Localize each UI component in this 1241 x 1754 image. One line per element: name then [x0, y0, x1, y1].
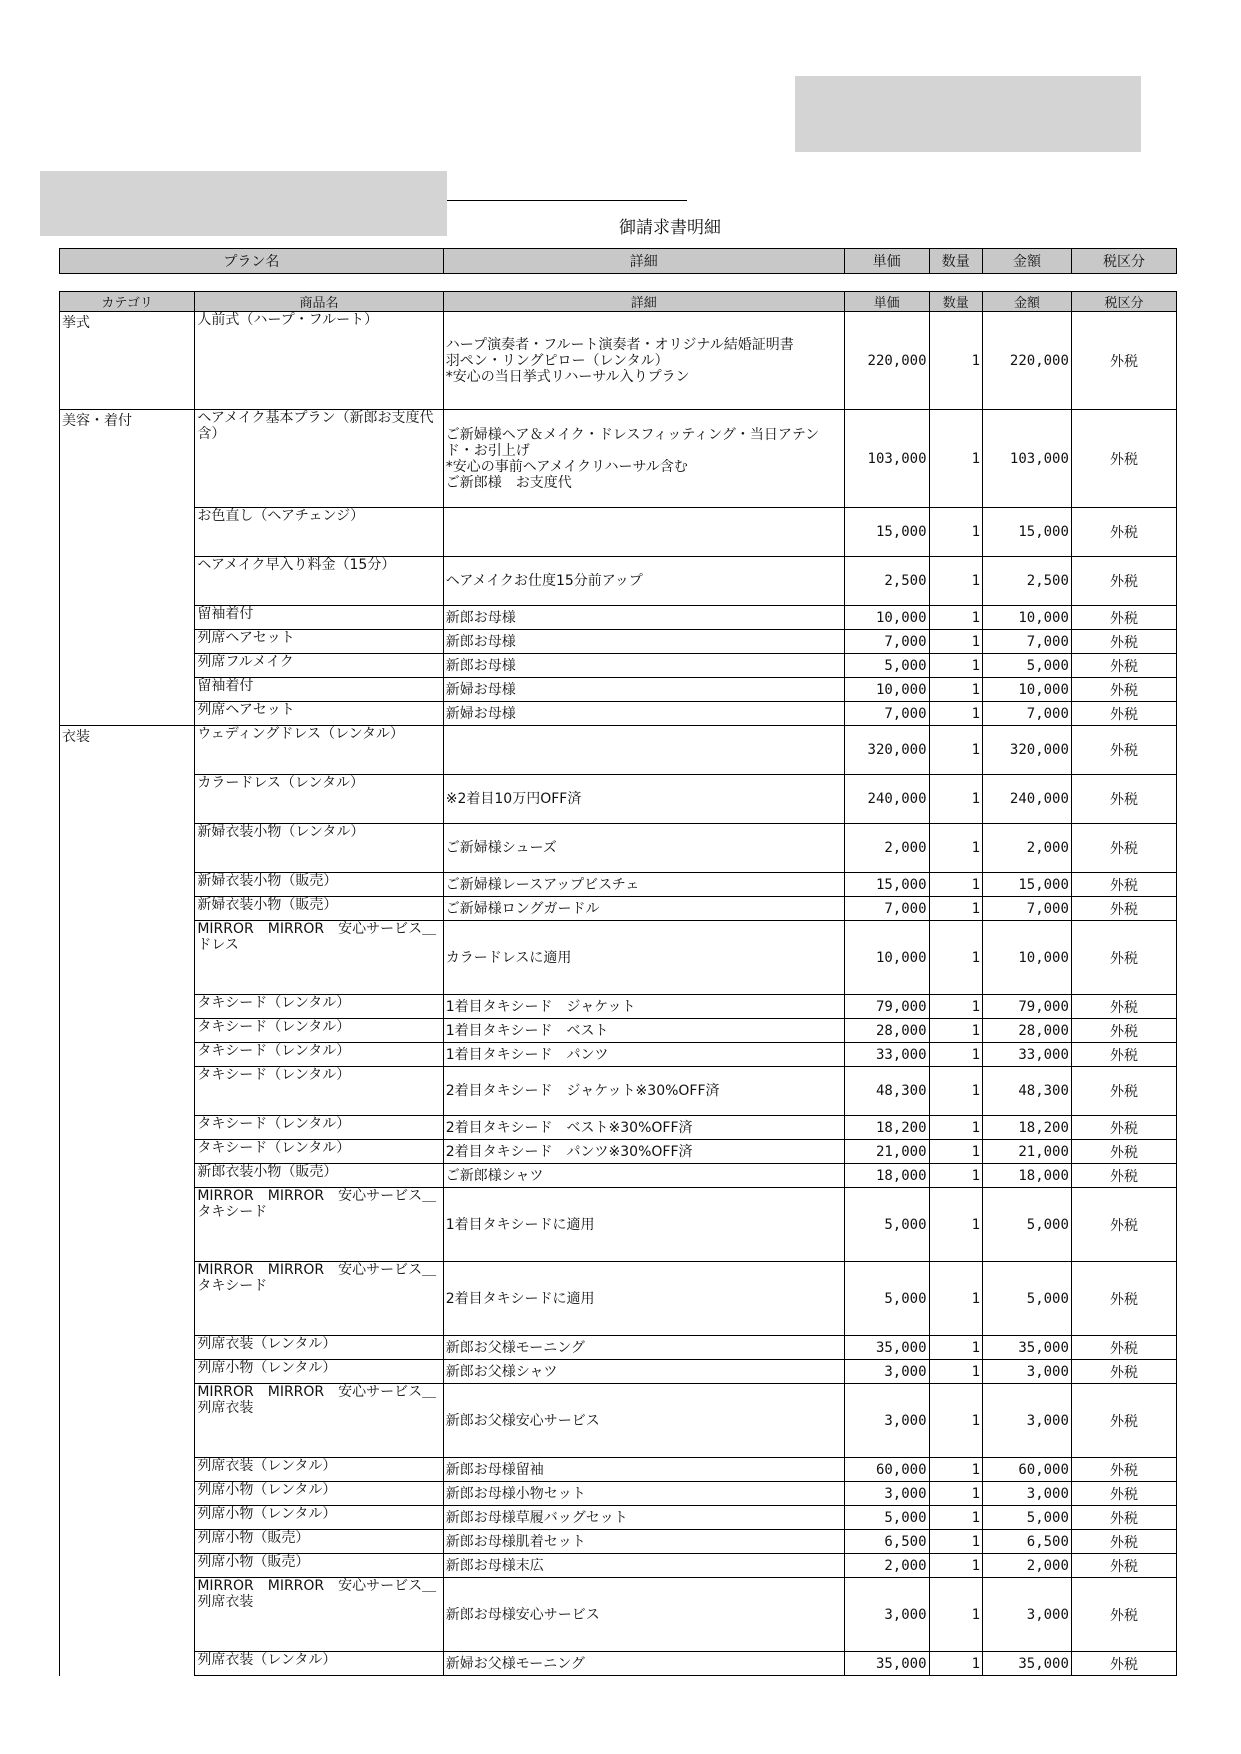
unit-price-cell: 60,000 — [844, 1458, 929, 1482]
detail-cell: ヘアメイクお仕度15分前アップ — [443, 557, 844, 606]
detail-header-tax: 税区分 — [1071, 292, 1176, 312]
amount-cell: 2,000 — [983, 824, 1072, 873]
amount-cell: 35,000 — [983, 1652, 1072, 1676]
unit-price-cell: 220,000 — [844, 312, 929, 410]
redacted-block-top — [795, 76, 1141, 152]
table-row — [60, 654, 1177, 678]
table-row — [60, 1578, 1177, 1652]
quantity-cell: 1 — [929, 1482, 983, 1506]
amount-cell: 6,500 — [983, 1530, 1072, 1554]
amount-cell: 15,000 — [983, 873, 1072, 897]
table-row — [60, 312, 1177, 410]
item-name-cell: タキシード（レンタル） — [195, 1067, 443, 1116]
table-row — [60, 1188, 1177, 1262]
tax-type-cell: 外税 — [1071, 1384, 1176, 1458]
detail-cell: 新郎お母様肌着セット — [443, 1530, 844, 1554]
category-cell — [60, 606, 195, 630]
item-name-cell: 列席小物（レンタル） — [195, 1360, 443, 1384]
item-name-cell: 人前式（ハープ・フルート） — [195, 312, 443, 410]
table-row — [60, 1506, 1177, 1530]
unit-price-cell: 10,000 — [844, 678, 929, 702]
item-name-cell: 留袖着付 — [195, 678, 443, 702]
amount-cell: 3,000 — [983, 1384, 1072, 1458]
unit-price-cell: 35,000 — [844, 1652, 929, 1676]
category-cell — [60, 1336, 195, 1360]
tax-type-cell: 外税 — [1071, 1043, 1176, 1067]
quantity-cell: 1 — [929, 557, 983, 606]
quantity-cell: 1 — [929, 1188, 983, 1262]
unit-price-cell: 3,000 — [844, 1482, 929, 1506]
category-cell — [60, 1384, 195, 1458]
quantity-cell: 1 — [929, 1164, 983, 1188]
detail-cell — [443, 726, 844, 775]
table-row — [60, 824, 1177, 873]
detail-header-category: カテゴリ — [60, 292, 195, 312]
item-name-cell: ヘアメイク基本プラン（新郎お支度代含） — [195, 410, 443, 508]
unit-price-cell: 79,000 — [844, 995, 929, 1019]
unit-price-cell: 7,000 — [844, 897, 929, 921]
amount-cell: 320,000 — [983, 726, 1072, 775]
detail-table — [59, 291, 1177, 1676]
detail-header-row — [60, 292, 1177, 312]
item-name-cell: 列席衣装（レンタル） — [195, 1652, 443, 1676]
quantity-cell: 1 — [929, 824, 983, 873]
category-cell — [60, 1652, 195, 1676]
quantity-cell: 1 — [929, 1530, 983, 1554]
quantity-cell: 1 — [929, 873, 983, 897]
amount-cell: 7,000 — [983, 702, 1072, 726]
plan-header-plan-name: プラン名 — [60, 249, 444, 274]
table-row — [60, 995, 1177, 1019]
detail-cell: 新婦お母様 — [443, 678, 844, 702]
unit-price-cell: 240,000 — [844, 775, 929, 824]
table-row — [60, 921, 1177, 995]
amount-cell: 48,300 — [983, 1067, 1072, 1116]
category-cell — [60, 921, 195, 995]
quantity-cell: 1 — [929, 1458, 983, 1482]
quantity-cell: 1 — [929, 1262, 983, 1336]
item-name-cell: タキシード（レンタル） — [195, 1019, 443, 1043]
tax-type-cell: 外税 — [1071, 654, 1176, 678]
detail-cell: 2着目タキシード パンツ※30%OFF済 — [443, 1140, 844, 1164]
quantity-cell: 1 — [929, 775, 983, 824]
detail-cell — [443, 508, 844, 557]
tax-type-cell: 外税 — [1071, 702, 1176, 726]
detail-cell: 新郎お母様安心サービス — [443, 1578, 844, 1652]
detail-cell: 新郎お母様小物セット — [443, 1482, 844, 1506]
tax-type-cell: 外税 — [1071, 606, 1176, 630]
redacted-block-recipient — [40, 171, 447, 236]
unit-price-cell: 3,000 — [844, 1578, 929, 1652]
quantity-cell: 1 — [929, 921, 983, 995]
category-cell — [60, 1019, 195, 1043]
item-name-cell: お色直し（ヘアチェンジ） — [195, 508, 443, 557]
title-underline — [447, 200, 687, 201]
unit-price-cell: 5,000 — [844, 1506, 929, 1530]
amount-cell: 103,000 — [983, 410, 1072, 508]
category-cell — [60, 1530, 195, 1554]
amount-cell: 220,000 — [983, 312, 1072, 410]
category-cell — [60, 1458, 195, 1482]
quantity-cell: 1 — [929, 1067, 983, 1116]
table-row — [60, 678, 1177, 702]
unit-price-cell: 33,000 — [844, 1043, 929, 1067]
category-cell: 美容・着付 — [60, 410, 195, 508]
quantity-cell: 1 — [929, 702, 983, 726]
detail-header-amount: 金額 — [983, 292, 1072, 312]
item-name-cell: 列席衣装（レンタル） — [195, 1336, 443, 1360]
table-row — [60, 630, 1177, 654]
category-cell — [60, 654, 195, 678]
table-row — [60, 1116, 1177, 1140]
quantity-cell: 1 — [929, 508, 983, 557]
plan-header-row — [60, 249, 1177, 274]
amount-cell: 7,000 — [983, 630, 1072, 654]
tax-type-cell: 外税 — [1071, 678, 1176, 702]
amount-cell: 79,000 — [983, 995, 1072, 1019]
amount-cell: 7,000 — [983, 897, 1072, 921]
quantity-cell: 1 — [929, 678, 983, 702]
amount-cell: 5,000 — [983, 1188, 1072, 1262]
tax-type-cell: 外税 — [1071, 1262, 1176, 1336]
plan-table — [59, 248, 1177, 274]
category-cell — [60, 508, 195, 557]
amount-cell: 3,000 — [983, 1578, 1072, 1652]
item-name-cell: 新婦衣装小物（販売） — [195, 873, 443, 897]
plan-header-amount: 金額 — [983, 249, 1072, 274]
table-row — [60, 1164, 1177, 1188]
quantity-cell: 1 — [929, 1043, 983, 1067]
amount-cell: 10,000 — [983, 606, 1072, 630]
item-name-cell: 列席小物（販売） — [195, 1554, 443, 1578]
plan-header-detail: 詳細 — [443, 249, 844, 274]
tax-type-cell: 外税 — [1071, 1554, 1176, 1578]
quantity-cell: 1 — [929, 897, 983, 921]
detail-cell: ※2着目10万円OFF済 — [443, 775, 844, 824]
tax-type-cell: 外税 — [1071, 824, 1176, 873]
amount-cell: 3,000 — [983, 1360, 1072, 1384]
table-row — [60, 1384, 1177, 1458]
amount-cell: 5,000 — [983, 1506, 1072, 1530]
tax-type-cell: 外税 — [1071, 1336, 1176, 1360]
table-row — [60, 1019, 1177, 1043]
category-cell — [60, 557, 195, 606]
unit-price-cell: 10,000 — [844, 606, 929, 630]
amount-cell: 10,000 — [983, 678, 1072, 702]
tax-type-cell: 外税 — [1071, 1116, 1176, 1140]
quantity-cell: 1 — [929, 410, 983, 508]
tax-type-cell: 外税 — [1071, 1482, 1176, 1506]
table-row — [60, 726, 1177, 775]
detail-cell: 2着目タキシード ベスト※30%OFF済 — [443, 1116, 844, 1140]
detail-cell: 1着目タキシード ベスト — [443, 1019, 844, 1043]
category-cell — [60, 1140, 195, 1164]
tax-type-cell: 外税 — [1071, 630, 1176, 654]
tax-type-cell: 外税 — [1071, 1578, 1176, 1652]
unit-price-cell: 5,000 — [844, 1262, 929, 1336]
item-name-cell: 新婦衣装小物（レンタル） — [195, 824, 443, 873]
unit-price-cell: 15,000 — [844, 873, 929, 897]
tax-type-cell: 外税 — [1071, 1360, 1176, 1384]
category-cell — [60, 1188, 195, 1262]
quantity-cell: 1 — [929, 1652, 983, 1676]
unit-price-cell: 7,000 — [844, 702, 929, 726]
tax-type-cell: 外税 — [1071, 1652, 1176, 1676]
category-cell — [60, 1116, 195, 1140]
detail-cell: 新郎お母様 — [443, 630, 844, 654]
unit-price-cell: 3,000 — [844, 1384, 929, 1458]
item-name-cell: 列席小物（レンタル） — [195, 1482, 443, 1506]
unit-price-cell: 18,000 — [844, 1164, 929, 1188]
detail-cell: 2着目タキシードに適用 — [443, 1262, 844, 1336]
tax-type-cell: 外税 — [1071, 1188, 1176, 1262]
category-cell — [60, 1554, 195, 1578]
category-cell — [60, 995, 195, 1019]
unit-price-cell: 2,000 — [844, 1554, 929, 1578]
unit-price-cell: 320,000 — [844, 726, 929, 775]
tax-type-cell: 外税 — [1071, 1530, 1176, 1554]
quantity-cell: 1 — [929, 1384, 983, 1458]
item-name-cell: カラードレス（レンタル） — [195, 775, 443, 824]
amount-cell: 10,000 — [983, 921, 1072, 995]
category-cell — [60, 702, 195, 726]
category-cell — [60, 873, 195, 897]
detail-cell: カラードレスに適用 — [443, 921, 844, 995]
category-cell — [60, 630, 195, 654]
quantity-cell: 1 — [929, 995, 983, 1019]
table-row — [60, 775, 1177, 824]
category-cell: 挙式 — [60, 312, 195, 410]
tax-type-cell: 外税 — [1071, 410, 1176, 508]
unit-price-cell: 3,000 — [844, 1360, 929, 1384]
quantity-cell: 1 — [929, 1506, 983, 1530]
detail-cell: 新郎お父様シャツ — [443, 1360, 844, 1384]
category-cell — [60, 1506, 195, 1530]
quantity-cell: 1 — [929, 1140, 983, 1164]
tax-type-cell: 外税 — [1071, 1506, 1176, 1530]
detail-header-price: 単価 — [844, 292, 929, 312]
detail-cell: 新郎お母様 — [443, 654, 844, 678]
table-row — [60, 1482, 1177, 1506]
tax-type-cell: 外税 — [1071, 775, 1176, 824]
category-cell — [60, 1482, 195, 1506]
amount-cell: 33,000 — [983, 1043, 1072, 1067]
quantity-cell: 1 — [929, 606, 983, 630]
item-name-cell: タキシード（レンタル） — [195, 995, 443, 1019]
category-cell — [60, 1164, 195, 1188]
amount-cell: 21,000 — [983, 1140, 1072, 1164]
detail-header-item: 商品名 — [195, 292, 443, 312]
unit-price-cell: 103,000 — [844, 410, 929, 508]
amount-cell: 3,000 — [983, 1482, 1072, 1506]
unit-price-cell: 5,000 — [844, 654, 929, 678]
detail-cell: 新郎お母様留袖 — [443, 1458, 844, 1482]
table-row — [60, 508, 1177, 557]
detail-cell: 新郎お母様草履バッグセット — [443, 1506, 844, 1530]
tax-type-cell: 外税 — [1071, 1458, 1176, 1482]
detail-cell: ご新郎様シャツ — [443, 1164, 844, 1188]
item-name-cell: ウェディングドレス（レンタル） — [195, 726, 443, 775]
table-row — [60, 410, 1177, 508]
table-row — [60, 1067, 1177, 1116]
table-row — [60, 873, 1177, 897]
detail-cell: ハープ演奏者・フルート演奏者・オリジナル結婚証明書 羽ペン・リングピロー（レンタル） *安心の当日挙式リハーサル入りプラン — [443, 312, 844, 410]
detail-cell: 新郎お父様モーニング — [443, 1336, 844, 1360]
unit-price-cell: 10,000 — [844, 921, 929, 995]
category-cell — [60, 775, 195, 824]
item-name-cell: MIRROR MIRROR 安心サービス＿列席衣装 — [195, 1578, 443, 1652]
tax-type-cell: 外税 — [1071, 312, 1176, 410]
detail-cell: 1着目タキシード ジャケット — [443, 995, 844, 1019]
unit-price-cell: 35,000 — [844, 1336, 929, 1360]
amount-cell: 28,000 — [983, 1019, 1072, 1043]
tax-type-cell: 外税 — [1071, 873, 1176, 897]
amount-cell: 2,000 — [983, 1554, 1072, 1578]
item-name-cell: 留袖着付 — [195, 606, 443, 630]
detail-cell: 新郎お父様安心サービス — [443, 1384, 844, 1458]
category-cell — [60, 824, 195, 873]
document-title: 御請求書明細 — [619, 218, 721, 238]
detail-cell: 新郎お母様末広 — [443, 1554, 844, 1578]
item-name-cell: 新婦衣装小物（販売） — [195, 897, 443, 921]
amount-cell: 18,000 — [983, 1164, 1072, 1188]
quantity-cell: 1 — [929, 1360, 983, 1384]
item-name-cell: 列席フルメイク — [195, 654, 443, 678]
quantity-cell: 1 — [929, 1116, 983, 1140]
amount-cell: 5,000 — [983, 654, 1072, 678]
detail-cell: ご新婦様シューズ — [443, 824, 844, 873]
table-row — [60, 897, 1177, 921]
tax-type-cell: 外税 — [1071, 726, 1176, 775]
category-cell — [60, 678, 195, 702]
amount-cell: 240,000 — [983, 775, 1072, 824]
item-name-cell: 列席小物（レンタル） — [195, 1506, 443, 1530]
amount-cell: 2,500 — [983, 557, 1072, 606]
detail-cell: ご新婦様ヘア＆メイク・ドレスフィッティング・当日アテンド・お引上げ *安心の事前ヘアメイクリハーサル含む ご新郎様 お支度代 — [443, 410, 844, 508]
item-name-cell: 列席ヘアセット — [195, 702, 443, 726]
category-cell — [60, 1360, 195, 1384]
amount-cell: 15,000 — [983, 508, 1072, 557]
detail-header-detail: 詳細 — [443, 292, 844, 312]
quantity-cell: 1 — [929, 654, 983, 678]
table-row — [60, 1043, 1177, 1067]
detail-cell: 新郎お母様 — [443, 606, 844, 630]
unit-price-cell: 2,000 — [844, 824, 929, 873]
quantity-cell: 1 — [929, 1578, 983, 1652]
table-row — [60, 702, 1177, 726]
tax-type-cell: 外税 — [1071, 995, 1176, 1019]
table-row — [60, 1336, 1177, 1360]
tax-type-cell: 外税 — [1071, 508, 1176, 557]
unit-price-cell: 2,500 — [844, 557, 929, 606]
detail-cell: 1着目タキシード パンツ — [443, 1043, 844, 1067]
plan-header-qty: 数量 — [929, 249, 983, 274]
tax-type-cell: 外税 — [1071, 1019, 1176, 1043]
tax-type-cell: 外税 — [1071, 897, 1176, 921]
table-row — [60, 1458, 1177, 1482]
amount-cell: 35,000 — [983, 1336, 1072, 1360]
item-name-cell: 列席小物（販売） — [195, 1530, 443, 1554]
plan-header-price: 単価 — [844, 249, 929, 274]
table-row — [60, 1530, 1177, 1554]
unit-price-cell: 48,300 — [844, 1067, 929, 1116]
category-cell — [60, 1043, 195, 1067]
table-row — [60, 1554, 1177, 1578]
amount-cell: 5,000 — [983, 1262, 1072, 1336]
table-row — [60, 557, 1177, 606]
detail-cell: ご新婦様レースアップビスチェ — [443, 873, 844, 897]
item-name-cell: MIRROR MIRROR 安心サービス＿タキシード — [195, 1188, 443, 1262]
item-name-cell: MIRROR MIRROR 安心サービス＿タキシード — [195, 1262, 443, 1336]
item-name-cell: ヘアメイク早入り料金（15分） — [195, 557, 443, 606]
plan-header-tax: 税区分 — [1071, 249, 1176, 274]
detail-cell: ご新婦様ロングガードル — [443, 897, 844, 921]
amount-cell: 60,000 — [983, 1458, 1072, 1482]
category-cell — [60, 897, 195, 921]
quantity-cell: 1 — [929, 726, 983, 775]
unit-price-cell: 5,000 — [844, 1188, 929, 1262]
quantity-cell: 1 — [929, 1019, 983, 1043]
unit-price-cell: 18,200 — [844, 1116, 929, 1140]
item-name-cell: 列席ヘアセット — [195, 630, 443, 654]
detail-cell: 新婦お母様 — [443, 702, 844, 726]
item-name-cell: タキシード（レンタル） — [195, 1043, 443, 1067]
tax-type-cell: 外税 — [1071, 921, 1176, 995]
amount-cell: 18,200 — [983, 1116, 1072, 1140]
detail-header-qty: 数量 — [929, 292, 983, 312]
tax-type-cell: 外税 — [1071, 1067, 1176, 1116]
category-cell — [60, 1262, 195, 1336]
item-name-cell: タキシード（レンタル） — [195, 1116, 443, 1140]
unit-price-cell: 28,000 — [844, 1019, 929, 1043]
item-name-cell: MIRROR MIRROR 安心サービス＿列席衣装 — [195, 1384, 443, 1458]
category-cell — [60, 1067, 195, 1116]
detail-cell: 1着目タキシードに適用 — [443, 1188, 844, 1262]
unit-price-cell: 6,500 — [844, 1530, 929, 1554]
table-row — [60, 1140, 1177, 1164]
table-row — [60, 1360, 1177, 1384]
tax-type-cell: 外税 — [1071, 557, 1176, 606]
table-row — [60, 1652, 1177, 1676]
category-cell: 衣装 — [60, 726, 195, 775]
detail-cell: 2着目タキシード ジャケット※30%OFF済 — [443, 1067, 844, 1116]
table-row — [60, 1262, 1177, 1336]
item-name-cell: 新郎衣装小物（販売） — [195, 1164, 443, 1188]
quantity-cell: 1 — [929, 1554, 983, 1578]
quantity-cell: 1 — [929, 630, 983, 654]
detail-cell: 新婦お父様モーニング — [443, 1652, 844, 1676]
quantity-cell: 1 — [929, 312, 983, 410]
item-name-cell: タキシード（レンタル） — [195, 1140, 443, 1164]
tax-type-cell: 外税 — [1071, 1164, 1176, 1188]
unit-price-cell: 21,000 — [844, 1140, 929, 1164]
unit-price-cell: 15,000 — [844, 508, 929, 557]
category-cell — [60, 1578, 195, 1652]
table-row — [60, 606, 1177, 630]
unit-price-cell: 7,000 — [844, 630, 929, 654]
quantity-cell: 1 — [929, 1336, 983, 1360]
tax-type-cell: 外税 — [1071, 1140, 1176, 1164]
item-name-cell: MIRROR MIRROR 安心サービス＿ドレス — [195, 921, 443, 995]
item-name-cell: 列席衣装（レンタル） — [195, 1458, 443, 1482]
